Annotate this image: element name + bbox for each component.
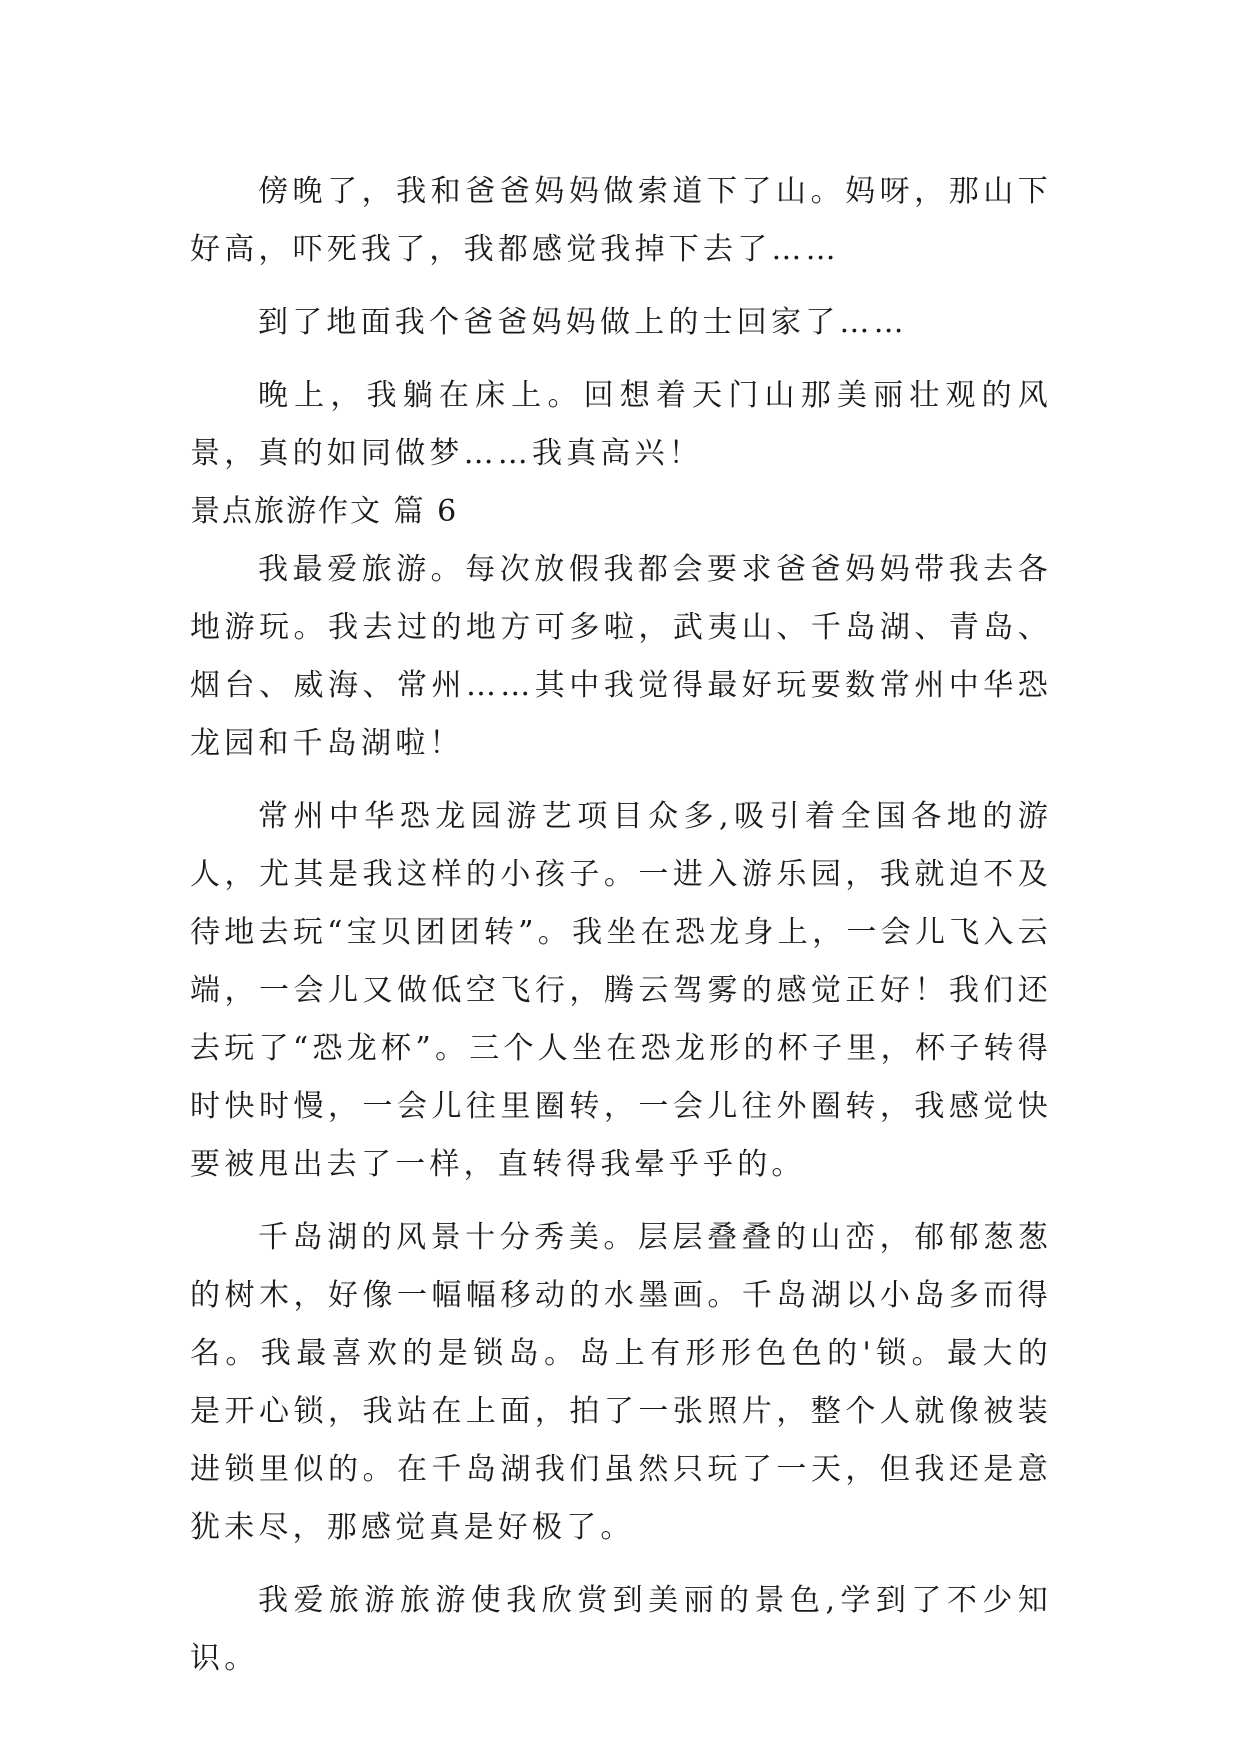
paragraph-conclusion: 我爱旅游旅游使我欣赏到美丽的景色,学到了不少知识。 bbox=[190, 1583, 1052, 1676]
paragraph-go-home: 到了地面我个爸爸妈妈做上的士回家了…… bbox=[258, 305, 908, 340]
paragraph-love-travel: 我最爱旅游。每次放假我都会要求爸爸妈妈带我去各地游玩。我去过的地方可多啦，武夷山、千岛湖、青岛、烟台、威海、常州……其中我觉得最好玩要数常州中华恐龙园和千岛湖啦！ bbox=[190, 552, 1052, 761]
document-body bbox=[190, 163, 1052, 1688]
paragraph-cable-car: 傍晚了，我和爸爸妈妈做索道下了山。妈呀，那山下好高，吓死我了，我都感觉我掉下去了…… bbox=[190, 174, 1052, 267]
section-title: 景点旅游作文 篇 6 bbox=[190, 494, 459, 529]
paragraph-evening: 晚上，我躺在床上。回想着天门山那美丽壮观的风景，真的如同做梦……我真高兴！ bbox=[190, 378, 1052, 471]
paragraph-dinosaur-park: 常州中华恐龙园游艺项目众多,吸引着全国各地的游人，尤其是我这样的小孩子。一进入游乐园，我就迫不及待地去玩“宝贝团团转”。我坐在恐龙身上，一会儿飞入云端，一会儿又做低空飞行，腾云驾雾的感觉正好！我们还去玩了“恐龙杯”。三个人坐在恐龙形的杯子里，杯子转得时快时慢，一会儿往里圈转，一会儿往外圈转，我感觉快要被甩出去了一样，直转得我晕乎乎的。 bbox=[190, 799, 1052, 1182]
paragraph-thousand-island-lake: 千岛湖的风景十分秀美。层层叠叠的山峦，郁郁葱葱的树木，好像一幅幅移动的水墨画。千岛湖以小岛多而得名。我最喜欢的是锁岛。岛上有形形色色的'锁。最大的是开心锁，我站在上面，拍了一张照片，整个人就像被装进锁里似的。在千岛湖我们虽然只玩了一天，但我还是意犹未尽，那感觉真是好极了。 bbox=[190, 1220, 1052, 1545]
